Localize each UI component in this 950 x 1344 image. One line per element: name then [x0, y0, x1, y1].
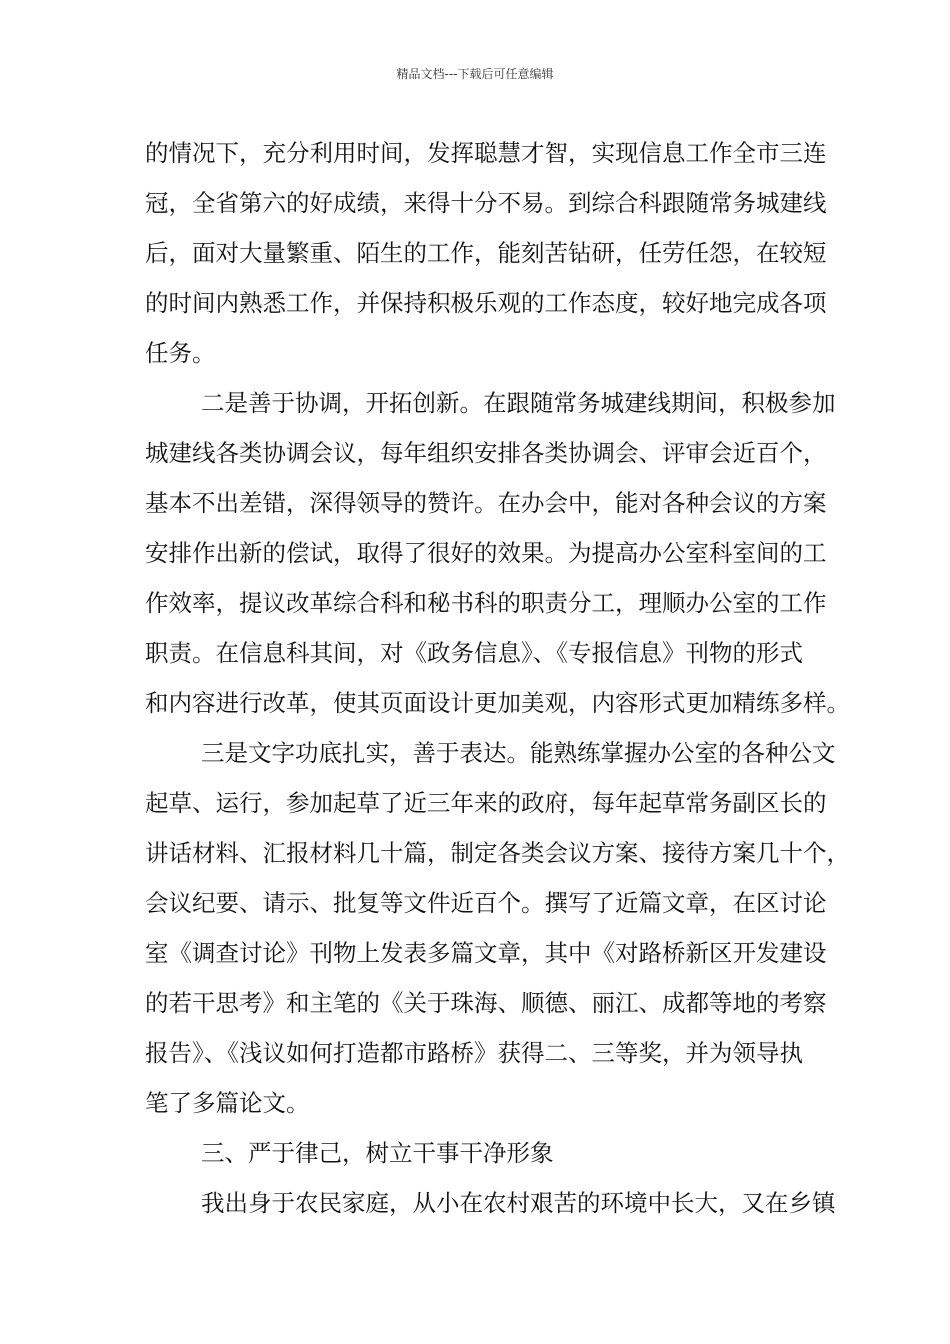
document-body [145, 128, 850, 1228]
text-line: 报告》、《浅议如何打造都市路桥》获得二、三等奖，并为领导执 [145, 1039, 803, 1067]
text-line: 城建线各类协调会议，每年组织安排各类协调会、评审会近百个， [145, 439, 827, 467]
text-line: 的若干思考》和主笔的《关于珠海、顺德、丽江、成都等地的考察 [145, 989, 827, 1017]
text-line: 职责。在信息科其间，对《政务信息》、《专报信息》刊物的形式 [145, 639, 803, 667]
text-line: 笔了多篇论文。 [145, 1089, 310, 1117]
text-line: 讲话材料、汇报材料几十篇，制定各类会议方案、接待方案几十个， [145, 839, 850, 867]
text-line: 的情况下，充分利用时间，发挥聪慧才智，实现信息工作全市三连 [145, 139, 827, 167]
text-line: 会议纪要、请示、批复等文件近百个。撰写了近篇文章，在区讨论 [145, 889, 827, 917]
text-line: 作效率，提议改革综合科和秘书科的职责分工，理顺办公室的工作 [145, 589, 827, 617]
text-line: 起草、运行，参加起草了近三年来的政府，每年起草常务副区长的 [145, 789, 827, 817]
text-line: 基本不出差错，深得领导的赞许。在办会中，能对各种会议的方案 [145, 489, 827, 517]
text-line: 冠，全省第六的好成绩，来得十分不易。到综合科跟随常务城建线 [145, 189, 827, 217]
page-header: 精品文档---下载后可任意编辑 [396, 67, 554, 81]
text-line: 和内容进行改革，使其页面设计更加美观，内容形式更加精练多样。 [145, 689, 850, 717]
text-line: 的时间内熟悉工作，并保持积极乐观的工作态度，较好地完成各项 [145, 289, 827, 317]
text-line: 后，面对大量繁重、陌生的工作，能刻苦钻研，任劳任怨，在较短 [145, 239, 827, 267]
text-line: 三是文字功底扎实，善于表达。能熟练掌握办公室的各种公文 [201, 739, 836, 767]
text-line: 安排作出新的偿试，取得了很好的效果。为提高办公室科室间的工 [145, 539, 827, 567]
text-line: 三、严于律己，树立干事干净形象 [201, 1139, 554, 1167]
text-line: 任务。 [145, 339, 216, 367]
text-line: 二是善于协调，开拓创新。在跟随常务城建线期间，积极参加 [201, 389, 836, 417]
text-line: 室《调查讨论》刊物上发表多篇文章，其中《对路桥新区开发建设 [145, 939, 827, 967]
text-line: 我出身于农民家庭，从小在农村艰苦的环境中长大，又在乡镇 [201, 1189, 836, 1217]
